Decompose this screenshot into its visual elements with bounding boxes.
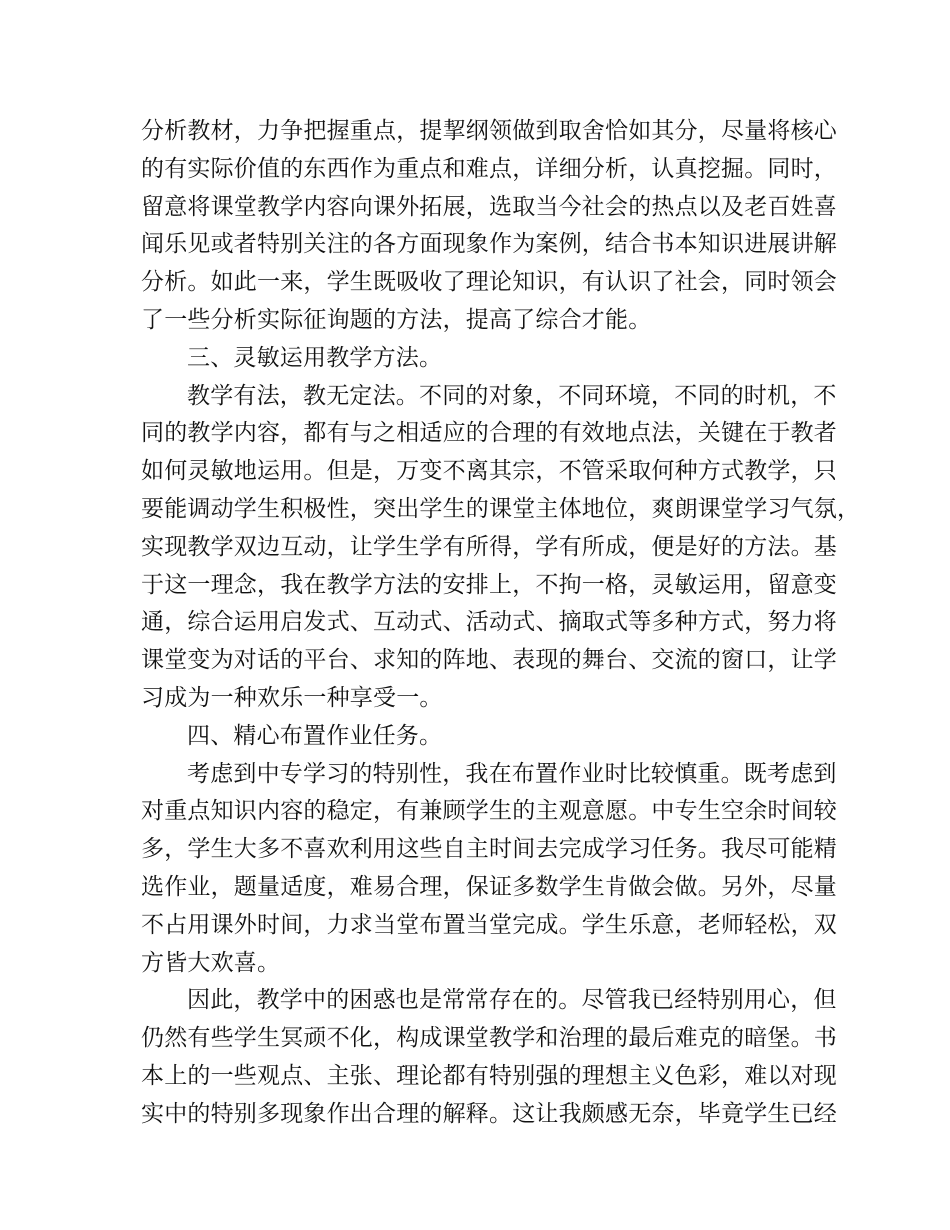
text-line: 因此，教学中的困惑也是常常存在的。尽管我已经特别用心，但 (187, 987, 837, 1014)
text-line: 选作业，题量适度，难易合理，保证多数学生肯做会做。另外，尽量 (141, 873, 837, 900)
text-line: 方皆大欢喜。 (141, 949, 281, 976)
section-heading: 四、精心布置作业任务。 (187, 722, 443, 749)
text-line: 实中的特别多现象作出合理的解释。这让我颇感无奈，毕竟学生已经 (141, 1100, 837, 1127)
text-line: 考虑到中专学习的特别性，我在布置作业时比较慎重。既考虑到 (187, 760, 837, 787)
text-line: 闻乐见或者特别关注的各方面现象作为案例，结合书本知识进展讲解 (141, 231, 837, 258)
text-line: 的有实际价值的东西作为重点和难点，详细分析，认真挖掘。同时， (141, 155, 837, 182)
text-line: 不占用课外时间，力求当堂布置当堂完成。学生乐意，老师轻松，双 (141, 911, 837, 938)
text-line: 实现教学双边互动，让学生学有所得，学有所成，便是好的方法。基 (141, 533, 837, 560)
text-line: 仍然有些学生冥顽不化，构成课堂教学和治理的最后难克的暗堡。书 (141, 1025, 837, 1052)
text-line: 要能调动学生积极性，突出学生的课堂主体地位，爽朗课堂学习气氛， (141, 495, 861, 522)
text-line: 教学有法，教无定法。不同的对象，不同环境，不同的时机，不 (187, 382, 837, 409)
document-body (141, 113, 861, 1134)
text-line: 于这一理念，我在教学方法的安排上，不拘一格，灵敏运用，留意变 (141, 571, 837, 598)
text-line: 留意将课堂教学内容向课外拓展，选取当今社会的热点以及老百姓喜 (141, 193, 837, 220)
text-line: 多，学生大多不喜欢利用这些自主时间去完成学习任务。我尽可能精 (141, 836, 837, 863)
text-line: 本上的一些观点、主张、理论都有特别强的理想主义色彩，难以对现 (141, 1062, 837, 1089)
text-line: 课堂变为对话的平台、求知的阵地、表现的舞台、交流的窗口，让学 (141, 647, 837, 674)
section-heading: 三、灵敏运用教学方法。 (187, 344, 443, 371)
text-line: 分析。如此一来，学生既吸收了理论知识，有认识了社会，同时领会 (141, 269, 837, 296)
text-line: 分析教材，力争把握重点，提挈纲领做到取舍恰如其分，尽量将核心 (141, 118, 837, 144)
text-line: 习成为一种欢乐一种享受一。 (141, 684, 443, 711)
text-line: 同的教学内容，都有与之相适应的合理的有效地点法，关键在于教者 (141, 420, 837, 447)
text-line: 通，综合运用启发式、互动式、活动式、摘取式等多种方式，努力将 (141, 609, 837, 636)
text-line: 对重点知识内容的稳定，有兼顾学生的主观意愿。中专生空余时间较 (141, 798, 837, 825)
text-line: 如何灵敏地运用。但是，万变不离其宗，不管采取何种方式教学，只 (141, 458, 837, 485)
text-line: 了一些分析实际征询题的方法，提高了综合才能。 (141, 306, 652, 333)
